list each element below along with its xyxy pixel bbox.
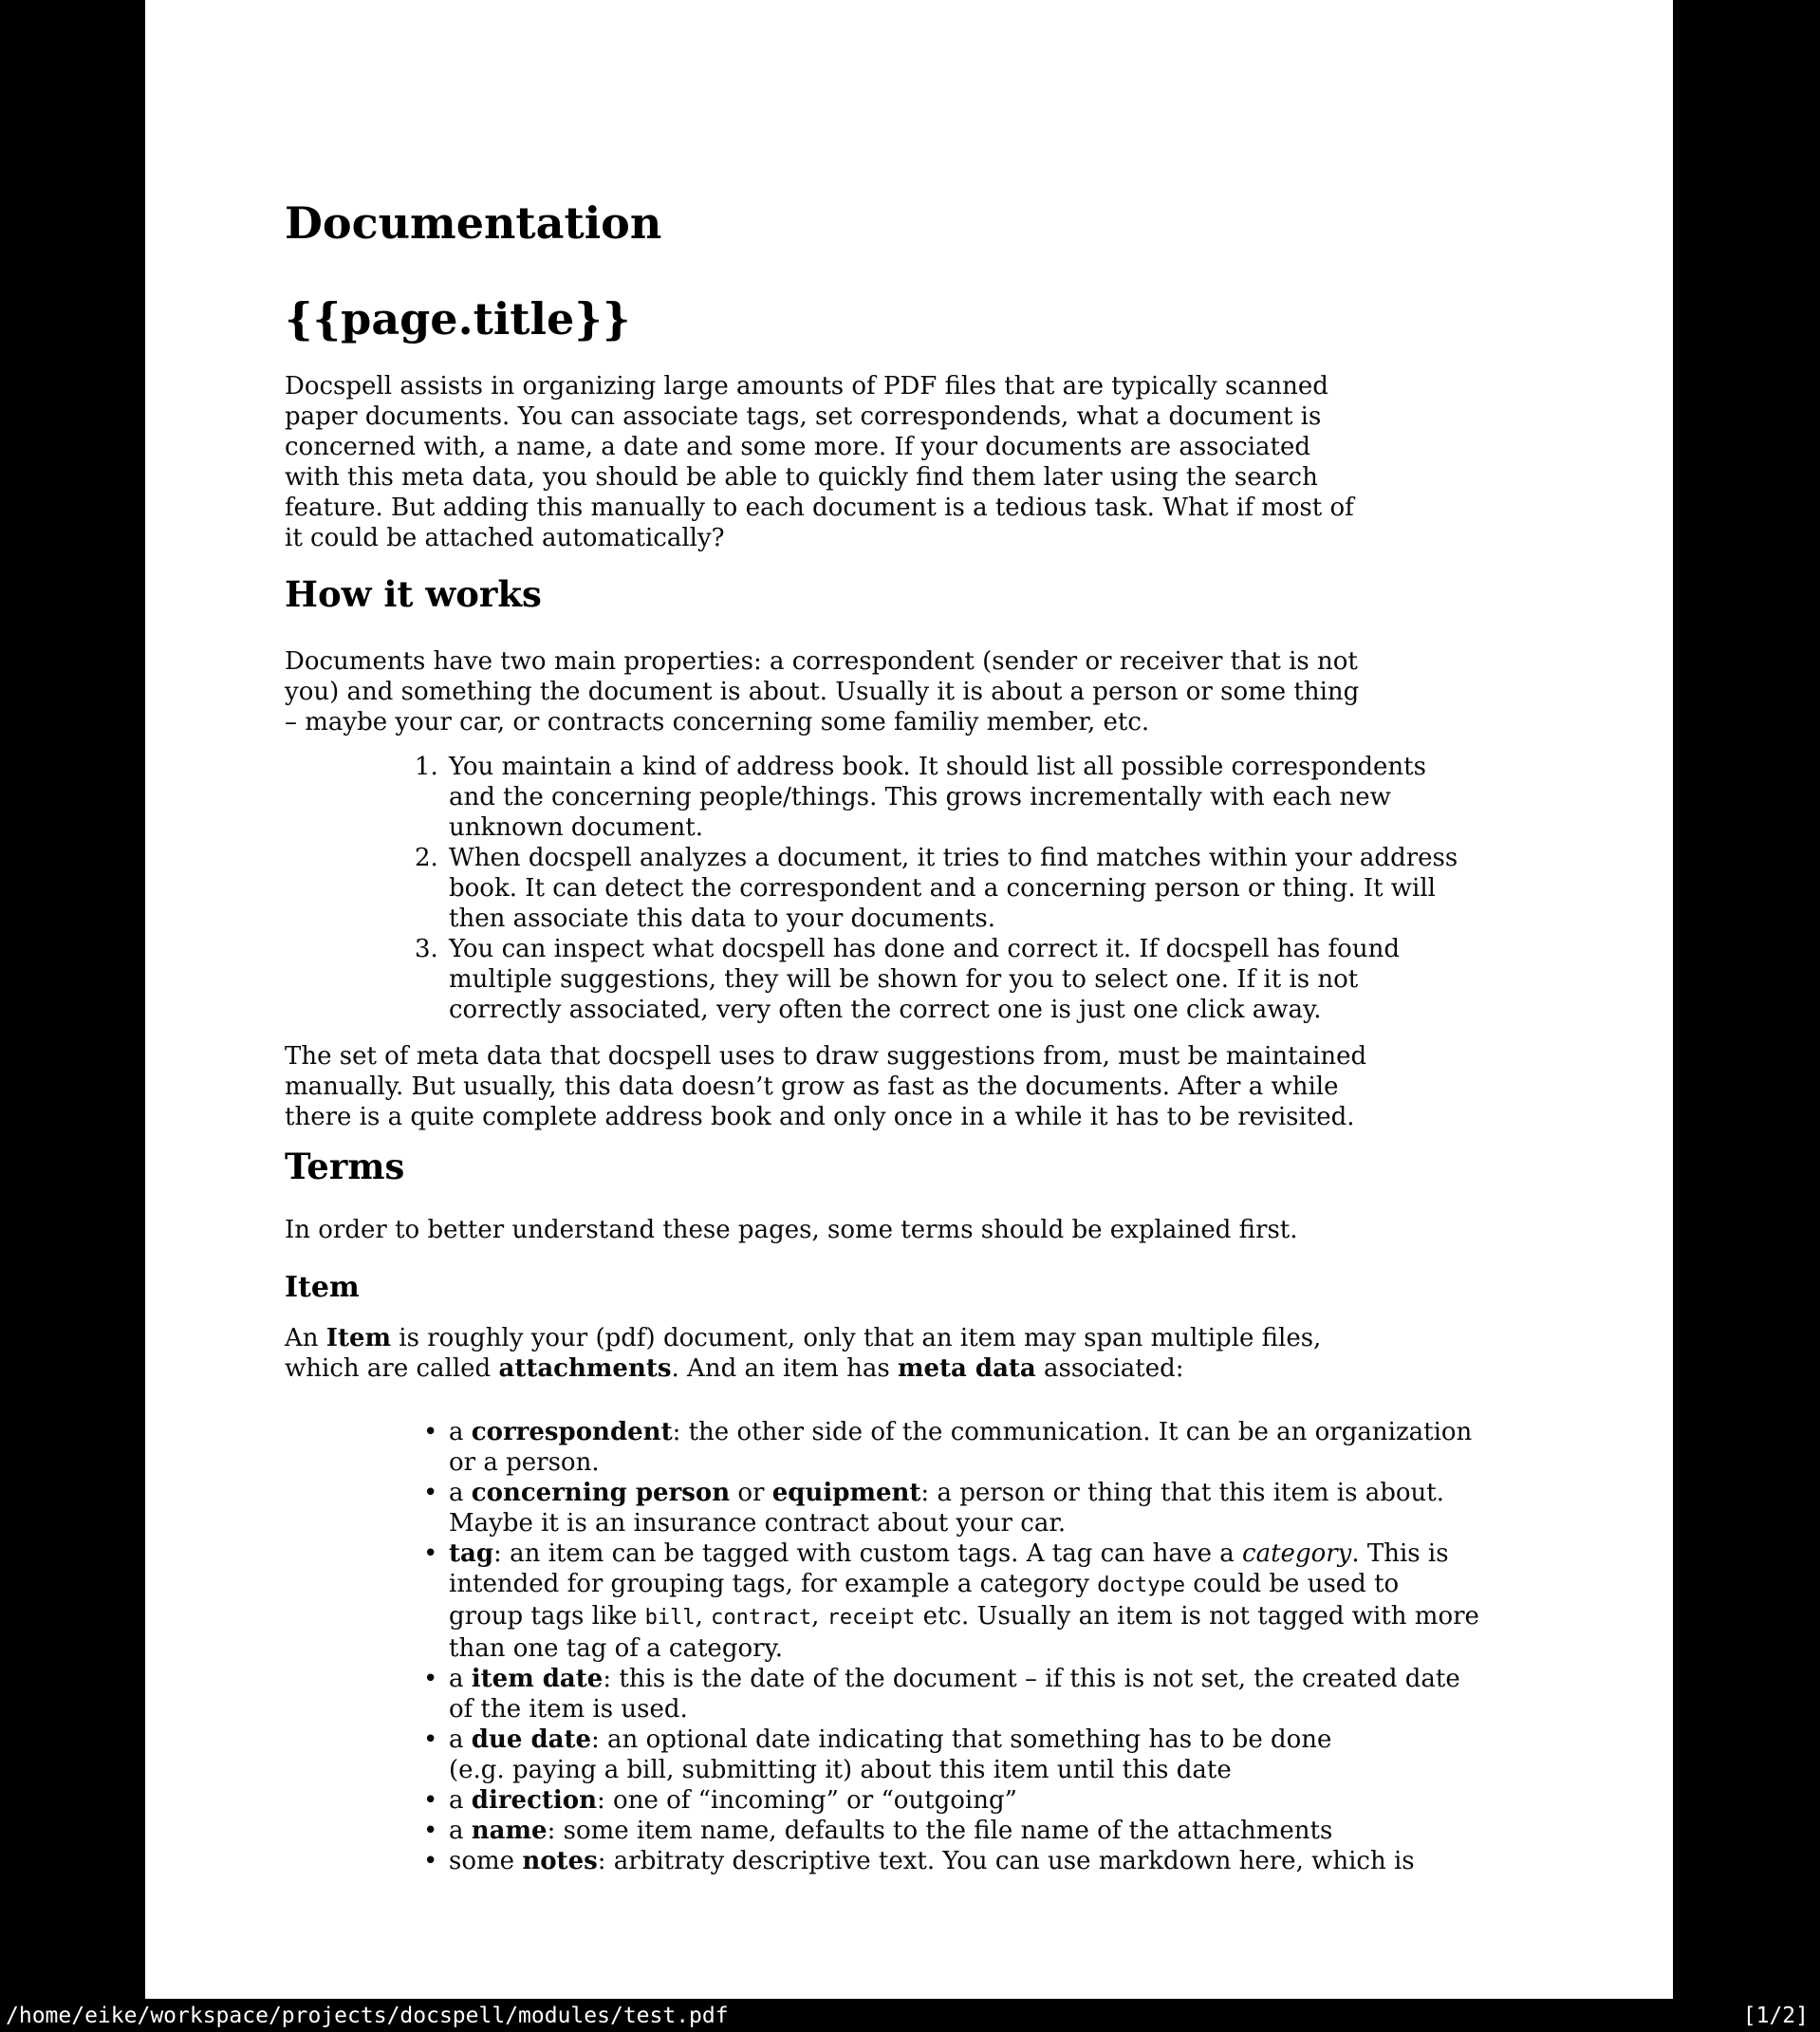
heading-h1: Documentation	[285, 197, 662, 249]
text-line: a item date: this is the date of the document – if this is not set, the created date	[449, 1665, 1460, 1693]
document-content	[285, 0, 1632, 1876]
text-line: multiple suggestions, they will be shown for you to select one. If it is not	[449, 965, 1359, 994]
bold-term: tag	[449, 1539, 494, 1568]
heading-h2: Terms	[285, 1146, 405, 1187]
paragraph	[285, 371, 1632, 553]
italic-text: category	[1242, 1539, 1352, 1568]
text-line: which are called attachments. And an item has meta data associated:	[285, 1354, 1184, 1383]
text-line: unknown document.	[449, 813, 704, 842]
paragraph	[285, 1323, 1632, 1384]
bullet-icon: •	[423, 1479, 438, 1507]
text-line: Maybe it is an insurance contract about your car.	[449, 1509, 1067, 1538]
paragraph	[285, 1215, 1632, 1245]
text-line: a correspondent: the other side of the communication. It can be an organization	[449, 1418, 1473, 1446]
list-item	[285, 1785, 1632, 1816]
text-line: it could be attached automatically?	[285, 524, 725, 552]
bold-term: concerning person	[471, 1479, 731, 1507]
text-line: and the concerning people/things. This grows incrementally with each new	[449, 783, 1391, 811]
list-item	[285, 1417, 1632, 1478]
text-line: of the item is used.	[449, 1695, 688, 1724]
inline-code: contract	[711, 1606, 812, 1630]
inline-code: bill	[644, 1606, 696, 1630]
list-number: 3.	[415, 935, 438, 963]
text-line: paper documents. You can associate tags, set correspondends, what a document is	[285, 402, 1322, 431]
bullet-icon: •	[423, 1665, 438, 1693]
text-line: group tags like bill, contract, receipt etc. Usually an item is not tagged with more	[449, 1602, 1479, 1631]
text-line: there is a quite complete address book and only once in a while it has to be revisited.	[285, 1103, 1355, 1131]
text-line: You maintain a kind of address book. It should list all possible correspondents	[449, 753, 1426, 781]
text-line: then associate this data to your documents.	[449, 904, 995, 933]
text-line: Docspell assists in organizing large amounts of PDF files that are typically scanned	[285, 372, 1328, 401]
heading-h3: Item	[285, 1271, 360, 1304]
text-line: you) and something the document is about. Usually it is about a person or some thing	[285, 678, 1360, 706]
list-item	[285, 1846, 1632, 1876]
text-line: manually. But usually, this data doesn’t grow as fast as the documents. After a while	[285, 1072, 1339, 1101]
bullet-icon: •	[423, 1817, 438, 1845]
list-item	[285, 752, 1632, 843]
text-line: When docspell analyzes a document, it tries to find matches within your address	[449, 844, 1458, 872]
text-line: than one tag of a category.	[449, 1634, 784, 1663]
list-item	[285, 934, 1632, 1025]
text-line: The set of meta data that docspell uses to draw suggestions from, must be maintained	[285, 1042, 1367, 1071]
text-line: Documents have two main properties: a correspondent (sender or receiver that is not	[285, 647, 1358, 676]
text-line: a name: some item name, defaults to the file name of the attachments	[449, 1817, 1333, 1845]
text-line: some notes: arbitraty descriptive text. You can use markdown here, which is	[449, 1847, 1415, 1875]
inline-code: receipt	[826, 1606, 916, 1630]
paragraph	[285, 646, 1632, 737]
bold-term: notes	[522, 1847, 598, 1875]
bold-term: meta data	[897, 1354, 1036, 1383]
text-line: a direction: one of “incoming” or “outgoing”	[449, 1786, 1017, 1815]
bold-term: Item	[325, 1324, 392, 1352]
list-number: 1.	[415, 753, 438, 781]
bold-term: item date	[471, 1665, 604, 1693]
list-item	[285, 1816, 1632, 1846]
bold-term: correspondent	[471, 1418, 673, 1446]
heading-h1: {{page.title}}	[285, 293, 631, 345]
bold-term: due date	[471, 1725, 592, 1754]
text-line: with this meta data, you should be able to quickly find them later using the search	[285, 463, 1318, 492]
list-item	[285, 1478, 1632, 1538]
text-line: An Item is roughly your (pdf) document, only that an item may span multiple files,	[285, 1324, 1322, 1352]
inline-code: doctype	[1097, 1574, 1185, 1597]
text-line: (e.g. paying a bill, submitting it) about this item until this date	[449, 1756, 1232, 1784]
text-line: tag: an item can be tagged with custom tags. A tag can have a category. This is	[449, 1539, 1449, 1568]
bullet-icon: •	[423, 1418, 438, 1446]
list-item	[285, 843, 1632, 934]
statusbar-filepath: /home/eike/workspace/projects/docspell/modules/test.pdf	[6, 2003, 729, 2028]
bold-term: name	[471, 1817, 548, 1845]
bullet-icon: •	[423, 1539, 438, 1568]
bullet-icon: •	[423, 1847, 438, 1875]
text-line: You can inspect what docspell has done and correct it. If docspell has found	[449, 935, 1400, 963]
statusbar	[0, 1999, 1820, 2032]
bullet-list	[285, 1417, 1632, 1876]
pdf-page	[145, 0, 1673, 1999]
text-line: concerned with, a name, a date and some more. If your documents are associated	[285, 433, 1311, 461]
text-line: feature. But adding this manually to each document is a tedious task. What if most of	[285, 494, 1354, 522]
text-line: In order to better understand these pages, some terms should be explained first.	[285, 1216, 1298, 1244]
ordered-list	[285, 752, 1632, 1025]
paragraph	[285, 1041, 1632, 1132]
text-line: correctly associated, very often the correct one is just one click away.	[449, 996, 1322, 1024]
text-line: or a person.	[449, 1448, 600, 1477]
statusbar-page-indicator: [1/2]	[1742, 2003, 1809, 2028]
list-item	[285, 1724, 1632, 1785]
text-line: intended for grouping tags, for example a category doctype could be used to	[449, 1570, 1400, 1598]
text-line: book. It can detect the correspondent and a concerning person or thing. It will	[449, 874, 1436, 903]
text-line: – maybe your car, or contracts concerning some familiy member, etc.	[285, 708, 1150, 736]
heading-h2: How it works	[285, 573, 542, 615]
bold-term: equipment	[771, 1479, 921, 1507]
bullet-icon: •	[423, 1786, 438, 1815]
list-number: 2.	[415, 844, 438, 872]
list-item	[285, 1538, 1632, 1664]
text-line: a due date: an optional date indicating that something has to be done	[449, 1725, 1332, 1754]
bold-term: attachments	[498, 1354, 672, 1383]
bullet-icon: •	[423, 1725, 438, 1754]
bold-term: direction	[471, 1786, 598, 1815]
list-item	[285, 1664, 1632, 1724]
text-line: a concerning person or equipment: a person or thing that this item is about.	[449, 1479, 1444, 1507]
